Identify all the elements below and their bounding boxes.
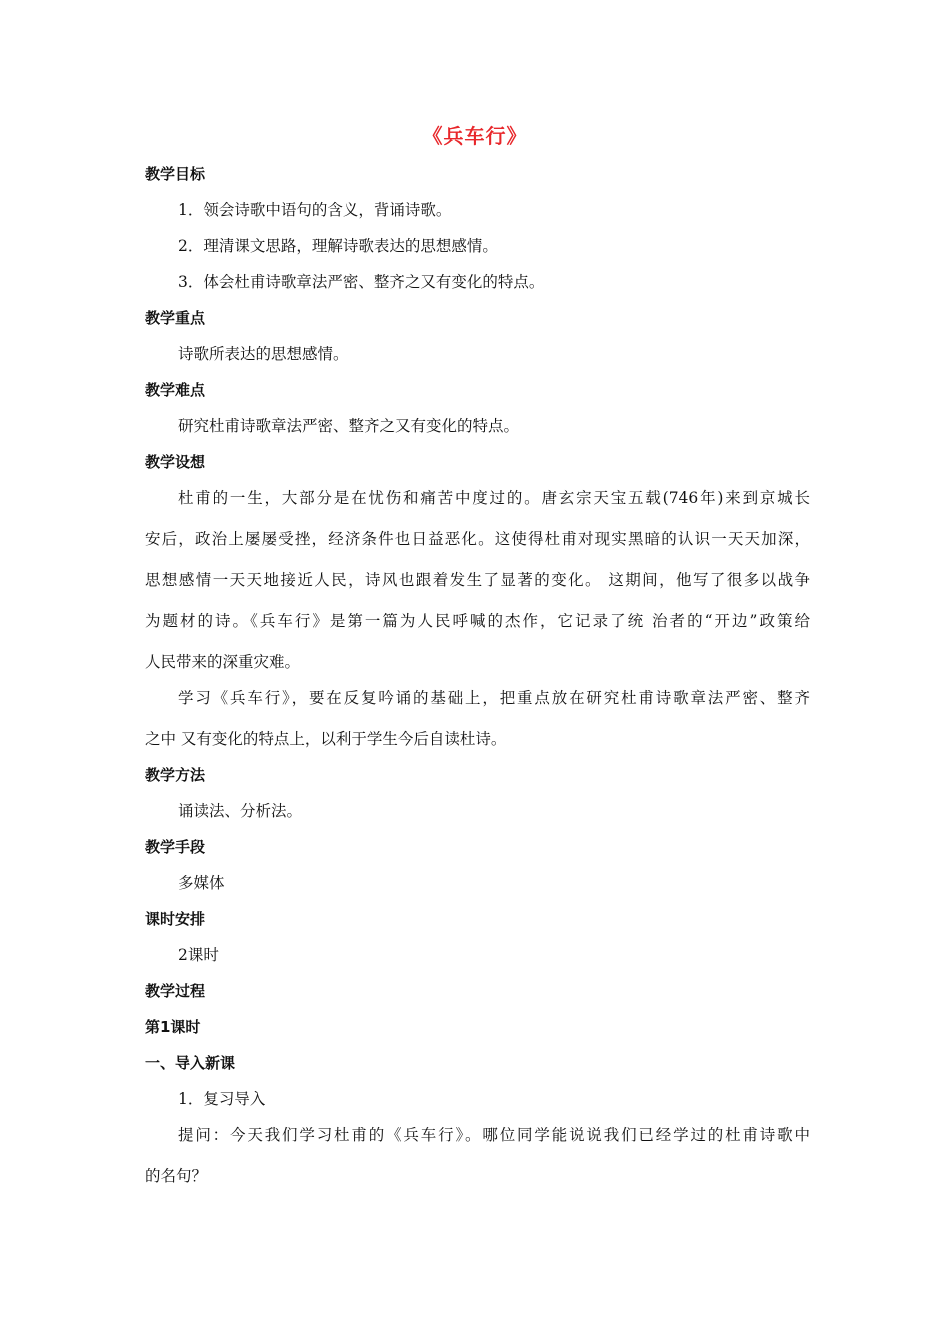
means-text: 多媒体 <box>178 874 225 892</box>
lesson-heading: 第1课时 <box>145 1018 201 1036</box>
focus-text: 诗歌所表达的思想感情。 <box>178 345 349 363</box>
heading-teaching-process: 教学过程 <box>145 982 206 1000</box>
heading-teaching-focus: 教学重点 <box>145 309 206 327</box>
difficulty-text: 研究杜甫诗歌章法严密、整齐之又有变化的特点。 <box>178 417 520 435</box>
part-heading: 一、导入新课 <box>145 1054 236 1072</box>
heading-teaching-difficulty: 教学难点 <box>145 381 206 399</box>
heading-teaching-method: 教学方法 <box>145 766 206 784</box>
heading-class-schedule: 课时安排 <box>145 910 206 928</box>
heading-teaching-means: 教学手段 <box>145 838 206 856</box>
design-paragraph-line: 安后，政治上屡屡受挫，经济条件也日益恶化。这使得杜甫对现实黑暗的认识一天天加深， <box>145 530 810 548</box>
design-paragraph-line: 之中 又有变化的特点上，以利于学生今后自读杜诗。 <box>145 730 507 748</box>
goal-item: 3．体会杜甫诗歌章法严密、整齐之又有变化的特点。 <box>178 273 545 291</box>
heading-teaching-design: 教学设想 <box>145 453 206 471</box>
design-paragraph-line: 人民带来的深重灾难。 <box>145 653 301 671</box>
question-line: 提问：今天我们学习杜甫的《兵车行》。哪位同学能说说我们已经学过的杜甫诗歌中 <box>178 1126 810 1144</box>
design-paragraph-line: 杜甫的一生，大部分是在忧伤和痛苦中度过的。唐玄宗天宝五载(746年)来到京城长 <box>178 489 810 507</box>
document-title: 《兵车行》 <box>422 124 528 148</box>
heading-teaching-goals: 教学目标 <box>145 165 206 183</box>
design-paragraph-line: 学习《兵车行》，要在反复吟诵的基础上，把重点放在研究杜甫诗歌章法严密、整齐 <box>178 689 810 707</box>
goal-item: 1．领会诗歌中语句的含义，背诵诗歌。 <box>178 201 452 219</box>
question-line: 的名句？ <box>145 1167 208 1185</box>
schedule-text: 2课时 <box>178 946 219 964</box>
design-paragraph-line: 思想感情一天天地接近人民，诗风也跟着发生了显著的变化。 这期间，他写了很多以战争 <box>145 571 810 589</box>
design-paragraph-line: 为题材的诗。《兵车行》是第一篇为人民呼喊的杰作，它记录了统 治者的“开边”政策给 <box>145 612 810 630</box>
goal-item: 2．理清课文思路，理解诗歌表达的思想感情。 <box>178 237 498 255</box>
method-text: 诵读法、分析法。 <box>178 802 303 820</box>
step-text: 1．复习导入 <box>178 1090 266 1108</box>
